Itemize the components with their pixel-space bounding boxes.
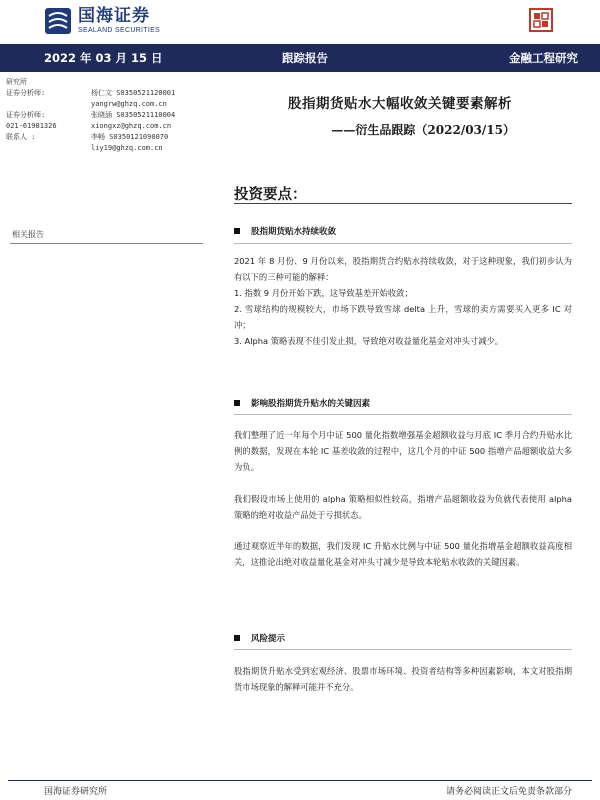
report-title-block bbox=[215, 92, 585, 138]
square-bullet-icon bbox=[234, 228, 240, 234]
logo-chinese-name: 国海证券 bbox=[78, 6, 150, 26]
contact-value: 李畅 S0350121090070 bbox=[91, 133, 169, 141]
section-body bbox=[234, 491, 572, 523]
paragraph: 通过观察近半年的数据，我们发现 IC 升贴水比例与中证 500 量化指增基金超额收益高度相关，这推论出绝对收益量化基金对冲头寸减少是导致本轮贴水收敛的关键因素。 bbox=[234, 541, 572, 567]
analyst-contacts bbox=[6, 77, 206, 154]
institute-label: 研究所 bbox=[6, 78, 27, 86]
section-heading bbox=[234, 397, 370, 409]
related-reports-label: 相关报告 bbox=[12, 230, 44, 239]
section-body bbox=[234, 253, 572, 349]
divider bbox=[10, 243, 203, 244]
report-title: 股指期货贴水大幅收敛关键要素解析 bbox=[288, 96, 512, 112]
footer-divider bbox=[8, 780, 592, 781]
contact-email: yangrw@ghzq.com.cn bbox=[91, 100, 167, 108]
section-body bbox=[234, 427, 572, 475]
contact-row bbox=[6, 143, 206, 154]
sealand-logo-icon bbox=[44, 7, 72, 35]
contact-phone: 021-61981326 bbox=[6, 122, 57, 130]
square-bullet-icon bbox=[234, 635, 240, 641]
paragraph: 股指期货升贴水受到宏观经济、股票市场环境、投资者结构等多种因素影响，本文对股指期货市场现象的解释可能并不充分。 bbox=[234, 666, 572, 692]
company-logo bbox=[44, 6, 160, 36]
contact-email: liy19@ghzq.com.cn bbox=[91, 144, 163, 152]
paragraph: 我们假设市场上使用的 alpha 策略相似性较高，指增产品超额收益为负就代表使用 alpha 策略的绝对收益产品处于亏损状态。 bbox=[234, 494, 572, 520]
section-heading-text: 股指期货贴水持续收敛 bbox=[251, 227, 337, 237]
section-body bbox=[234, 663, 572, 695]
contact-row bbox=[6, 110, 206, 121]
paragraph: 我们整理了近一年每个月中证 500 量化指数增强基金超额收益与月底 IC 季月合约升贴水比例的数据，发现在本轮 IC 基差收敛的过程中，这几个月的中证 500 指增产品超额收益大多为负。 bbox=[234, 430, 572, 472]
contact-row bbox=[6, 99, 206, 110]
divider bbox=[234, 243, 572, 244]
list-item: 2. 雪球结构的规模较大，市场下跌导致雪球 delta 上升，雪球的卖方需要买入更多 IC 对冲； bbox=[234, 304, 572, 330]
list-item: 1. 指数 9 月份开始下跌，这导致基差开始收敛； bbox=[234, 288, 413, 298]
divider bbox=[234, 649, 572, 650]
contact-label: 联系人 : bbox=[6, 133, 36, 141]
header-banner bbox=[0, 44, 600, 72]
footer-disclaimer: 请务必阅读正文后免责条款部分 bbox=[445, 787, 572, 797]
report-subtitle: ——衍生品跟踪（2022/03/15） bbox=[331, 123, 515, 137]
contact-row bbox=[6, 88, 206, 99]
list-item: 3. Alpha 策略表现不佳引发止损，导致绝对收益量化基金对冲头寸减少。 bbox=[234, 336, 504, 346]
contact-label bbox=[6, 143, 91, 154]
paragraph: 2021 年 8 月份、9 月份以来，股指期货合约贴水持续收敛，对于这种现象，我们初步认为有以下的三种可能的解释： bbox=[234, 256, 572, 282]
contact-label: 证券分析师: bbox=[6, 111, 46, 119]
section-heading bbox=[234, 225, 336, 237]
contact-value: 张晓涵 S0350521110004 bbox=[91, 111, 176, 119]
contact-value: 杨仁文 S0350521120001 bbox=[91, 89, 176, 97]
section-heading-text: 风险提示 bbox=[251, 634, 286, 644]
report-type: 跟踪报告 bbox=[282, 51, 328, 65]
footer-institute: 国海证券研究所 bbox=[44, 787, 108, 797]
contact-email: xiongxz@ghzq.com.cn bbox=[91, 122, 172, 130]
section-heading bbox=[234, 632, 285, 644]
contact-label: 证券分析师: bbox=[6, 89, 46, 97]
company-seal-icon bbox=[529, 8, 553, 32]
logo-english-name: SEALAND SECURITIES bbox=[78, 27, 161, 34]
department-name: 金融工程研究 bbox=[509, 51, 578, 65]
divider bbox=[234, 203, 572, 204]
contact-label bbox=[6, 99, 91, 110]
section-heading-text: 影响股指期货升贴水的关键因素 bbox=[251, 399, 371, 409]
square-bullet-icon bbox=[234, 400, 240, 406]
contact-row bbox=[6, 121, 206, 132]
section-body bbox=[234, 538, 572, 570]
divider bbox=[234, 414, 572, 415]
report-date: 2022 年 03 月 15 日 bbox=[44, 51, 163, 65]
key-points-title: 投资要点： bbox=[234, 186, 307, 203]
contact-row bbox=[6, 132, 206, 143]
